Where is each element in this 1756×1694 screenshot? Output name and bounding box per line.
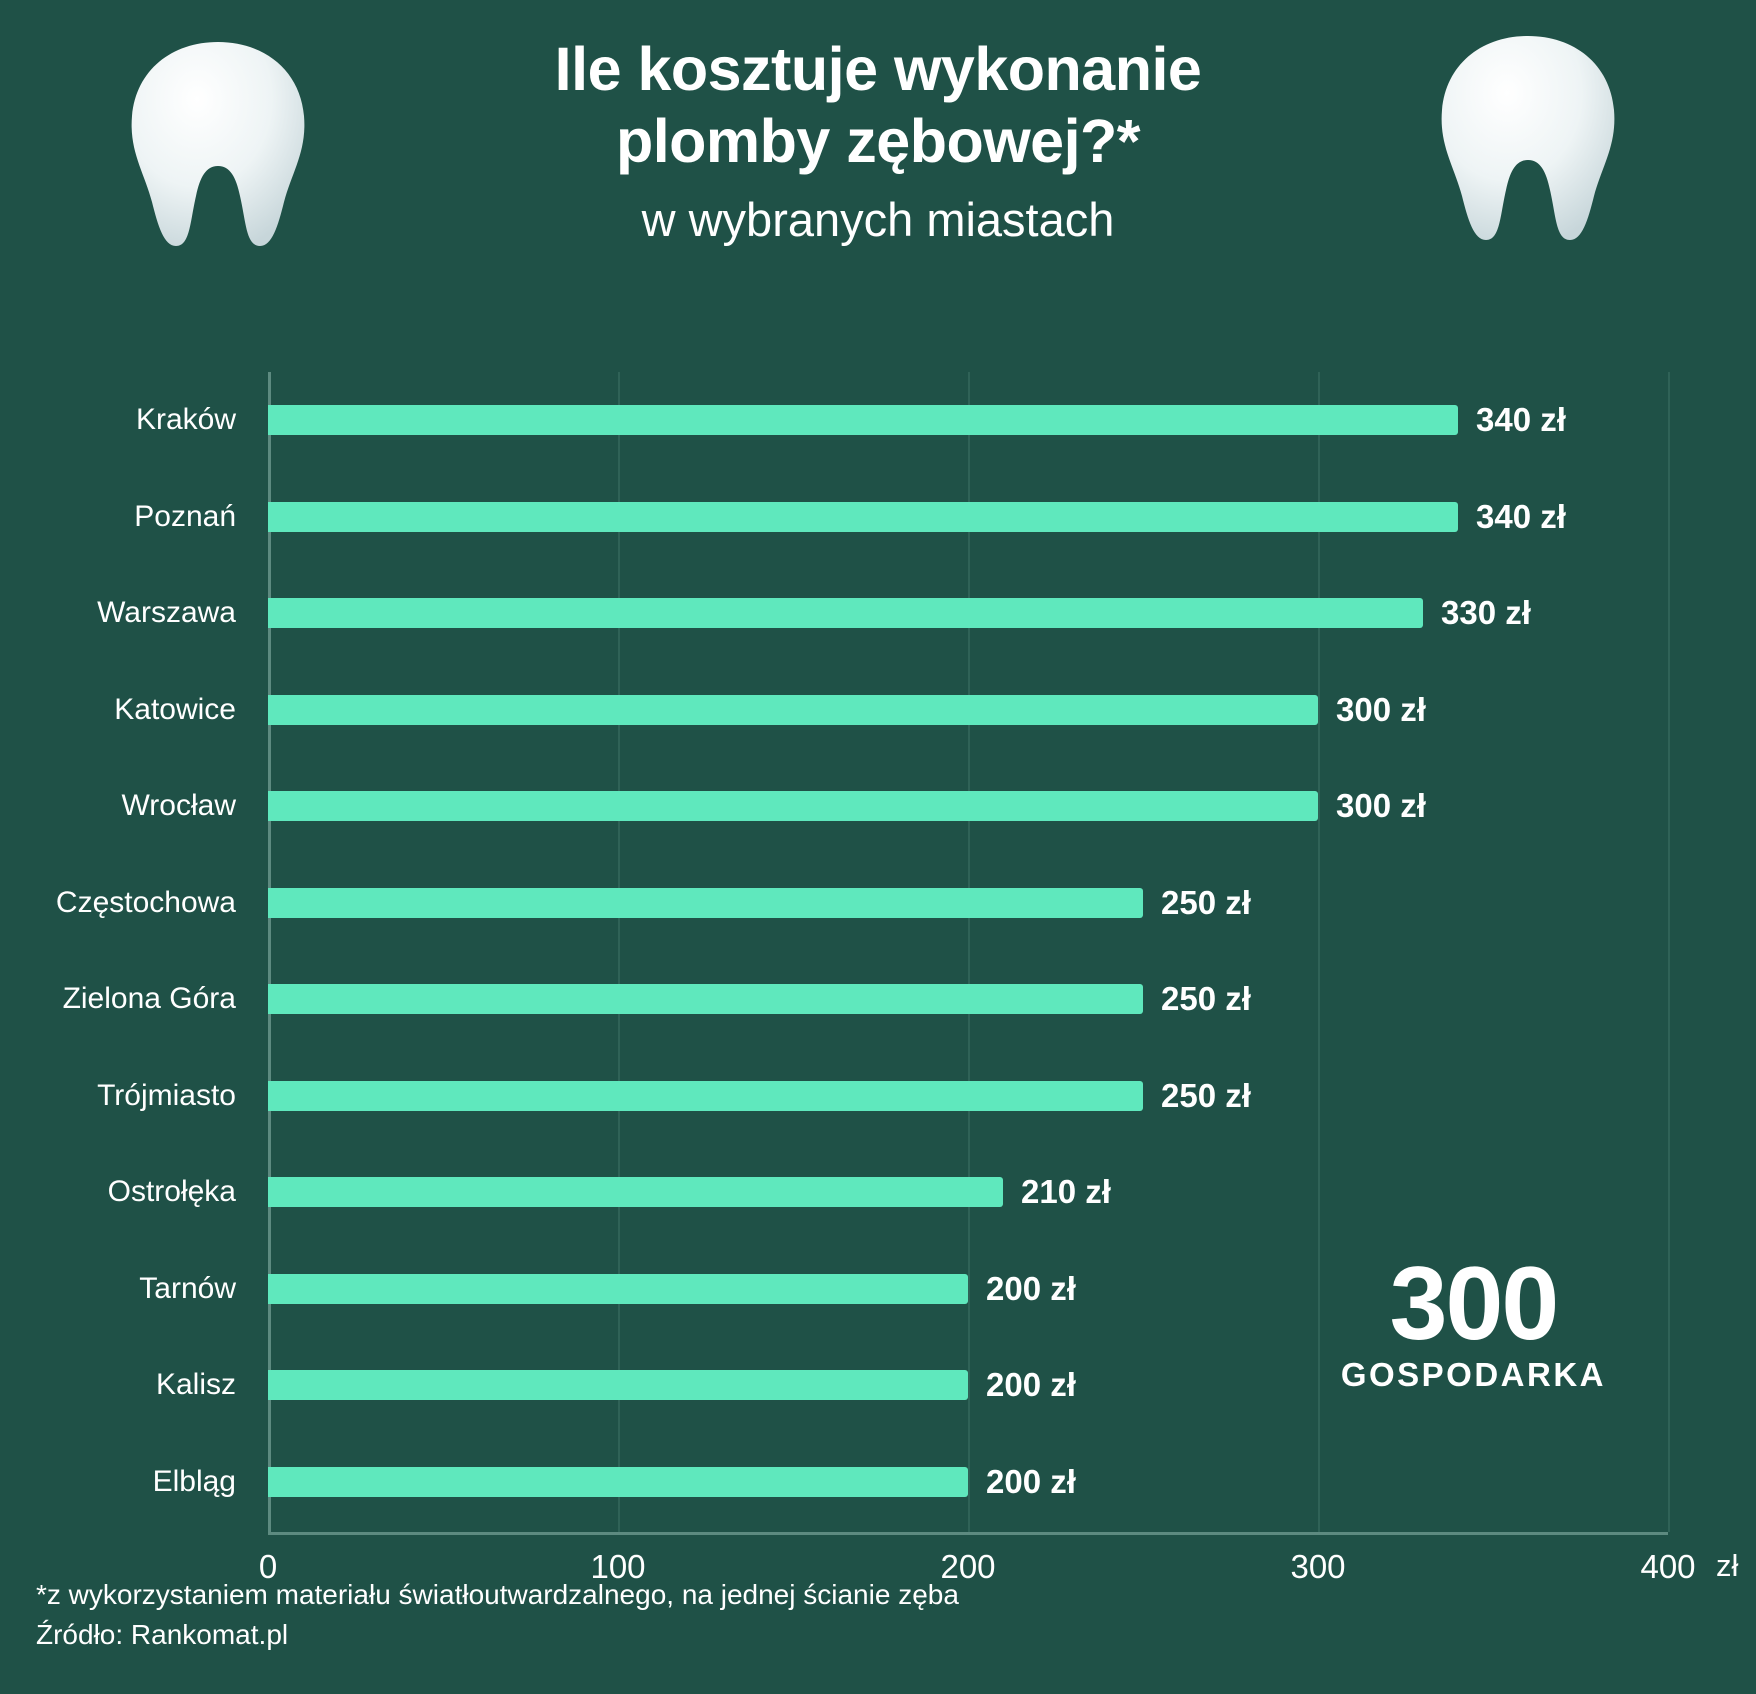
tooth-icon — [118, 36, 318, 251]
category-label: Elbląg — [152, 1464, 236, 1498]
bar-value-label: 300 zł — [1336, 690, 1426, 728]
bar — [268, 791, 1318, 821]
bar — [268, 1274, 968, 1304]
table-row — [134, 469, 1668, 566]
bar — [268, 1081, 1143, 1111]
category-label: Wrocław — [121, 789, 236, 823]
category-label: Zielona Góra — [62, 982, 236, 1016]
bar-value-label: 200 zł — [986, 1269, 1076, 1307]
logo — [1340, 1246, 1606, 1394]
x-tick-label: 400 — [1640, 1548, 1696, 1585]
axis-line-x — [268, 1532, 1668, 1535]
category-label: Trójmiasto — [97, 1078, 236, 1112]
bar-value-label: 340 zł — [1476, 497, 1566, 535]
bar — [268, 984, 1143, 1014]
bar-value-label: 340 zł — [1476, 401, 1566, 439]
bar — [268, 598, 1423, 628]
page-title — [388, 34, 1368, 178]
bar-value-label: 210 zł — [1021, 1173, 1111, 1211]
bar — [268, 405, 1458, 435]
category-label: Kraków — [135, 403, 236, 437]
category-label: Warszawa — [97, 596, 236, 630]
page-subtitle: w wybranych miastach — [641, 192, 1115, 246]
bar-value-label: 330 zł — [1441, 594, 1531, 632]
table-row — [121, 758, 1668, 855]
x-tick-label: 0 — [258, 1548, 278, 1585]
gridline-400 — [1668, 372, 1670, 1532]
category-label: Tarnów — [139, 1271, 236, 1305]
bar-value-label: 300 zł — [1336, 787, 1426, 825]
bar-value-label: 200 zł — [986, 1462, 1076, 1500]
category-label: Katowice — [114, 692, 236, 726]
footnote-source: Źródło: Rankomat.pl — [36, 1619, 289, 1651]
bar — [268, 888, 1143, 918]
bar-value-label: 200 zł — [986, 1366, 1076, 1404]
bar — [268, 1177, 1003, 1207]
tooth-icon — [1428, 30, 1628, 245]
logo-mark: 300 — [1389, 1246, 1558, 1363]
footnote-method: *z wykorzystaniem materiału światłoutwardzalnego, na jednej ścianie zęba — [36, 1578, 959, 1610]
category-label: Kalisz — [155, 1368, 236, 1402]
logo-text: GOSPODARKA — [1340, 1356, 1606, 1393]
table-row — [135, 372, 1668, 469]
table-row — [152, 1434, 1668, 1531]
bar — [268, 502, 1458, 532]
table-row — [55, 855, 1668, 952]
bar-value-label: 250 zł — [1161, 1076, 1251, 1114]
bar-value-label: 250 zł — [1161, 883, 1251, 921]
category-label: Częstochowa — [55, 885, 236, 919]
title-line-1: Ile kosztuje wykonanie — [554, 35, 1202, 103]
bar — [268, 695, 1318, 725]
table-row — [97, 565, 1668, 662]
x-tick-label: 100 — [590, 1548, 646, 1585]
bar-value-label: 250 zł — [1161, 980, 1251, 1018]
title-line-2: plomby zębowej?* — [615, 106, 1141, 175]
x-tick-label: 300 — [1290, 1548, 1346, 1585]
table-row — [107, 1144, 1668, 1241]
x-axis-unit-label: zł — [1716, 1548, 1739, 1583]
category-label: Poznań — [134, 499, 236, 533]
table-row — [97, 1048, 1668, 1145]
bar — [268, 1467, 968, 1497]
footnotes — [36, 1575, 959, 1656]
category-label: Ostrołęka — [107, 1175, 236, 1209]
bar — [268, 1370, 968, 1400]
table-row — [114, 662, 1668, 759]
header — [0, 0, 1756, 247]
table-row — [62, 951, 1668, 1048]
x-tick-label: 200 — [940, 1548, 996, 1585]
